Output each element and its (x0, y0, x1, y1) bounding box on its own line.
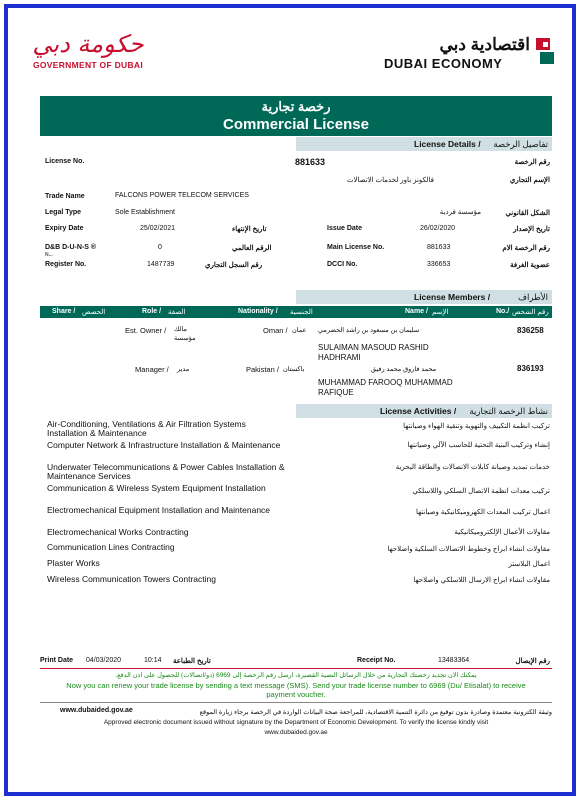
dubai-economy-logo (384, 36, 554, 71)
col-no: No./ (496, 308, 510, 315)
col-name: Name / (405, 308, 428, 315)
dcci-no-label: DCCI No. (327, 261, 358, 268)
section-title-en: License Members / (414, 292, 491, 302)
license-members-section-header (296, 290, 552, 304)
member-1-name-en-2: HADHRAMI (318, 353, 361, 362)
activity-8-en: Plaster Works (47, 558, 100, 568)
col-share-ar: الحصص (82, 309, 106, 316)
activity-7-ar: مقاولات انشاء ابراج وخطوط الاتصالات السلكية واصلاحها (387, 546, 550, 553)
member-1-no: 836258 (517, 326, 544, 335)
trade-name-value: FALCONS POWER TELECOM SERVICES (115, 192, 249, 199)
section-title-ar: الأطراف (518, 292, 548, 302)
section-title-en: License Details / (414, 139, 481, 149)
members-table-header (40, 306, 552, 318)
renew-notice-en: Now you can renew your trade license by sending a text message (SMS). Send your trade license number to 6969 (Du/ Etisalat) to receive (66, 681, 526, 690)
member-1-name-en: SULAIMAN MASOUD RASHID (318, 343, 429, 352)
print-date-label: Print Date (40, 657, 74, 664)
section-title-ar: تفاصيل الرخصة (493, 139, 548, 149)
activity-3-ar: خدمات تمديد وصيانة كابلات الاتصالات والطاقة البحرية (395, 464, 550, 471)
member-1-role-ar: مالك مؤسسة (174, 326, 196, 342)
issue-date-value: 26/02/2020 (420, 225, 456, 232)
government-of-dubai-logo (28, 30, 148, 70)
main-license-label-ar: رقم الرخصة الام (502, 245, 550, 252)
print-date-label-ar: تاريخ الطباعة (173, 658, 211, 665)
activity-9-en: Wireless Communication Towers Contracting (47, 574, 216, 584)
expiry-date-value: 25/02/2021 (140, 225, 176, 232)
trade-name-label: Trade Name (45, 193, 85, 200)
main-license-label: Main License No. (327, 244, 385, 251)
activity-4-ar: تركيب معدات انظمة الاتصال السلكي واللاسلكي (412, 488, 550, 495)
register-no-label: Register No. (45, 261, 87, 268)
legal-type-ar-value: مؤسسة فردية (439, 209, 481, 216)
register-no-value: 1487739 (147, 261, 175, 268)
print-divider (40, 668, 552, 669)
activity-6-en: Electromechanical Works Contracting (47, 527, 189, 537)
footer-verification-en: Approved electronic document issued without signature by the Department of Economic Development. To verify the license kindly visit (103, 719, 489, 726)
issue-date-label-ar: تاريخ الإصدار (513, 226, 550, 233)
title-arabic: رخصة تجارية (261, 99, 331, 114)
section-title-en: License Activities / (380, 406, 457, 416)
member-2-name-en: MUHAMMAD FAROOQ MUHAMMAD (318, 378, 453, 387)
activity-6-ar: مقاولات الأعمال الإلكتروميكانيكية (454, 529, 550, 536)
issue-date-label: Issue Date (327, 225, 363, 232)
activity-7-en: Communication Lines Contracting (47, 542, 175, 552)
activity-1-ar: تركيب انظمة التكييف والتهوية وتنقية الهواء وصيانتها (403, 423, 550, 430)
title-english: Commercial License (223, 116, 369, 133)
duns-label: D&B D-U-N-S ® (45, 244, 97, 251)
license-no-label: License No. (45, 158, 85, 165)
receipt-no-label-ar: رقم الإيصال (515, 658, 550, 665)
duns-label-ar: الرقم العالمي (232, 245, 272, 252)
activity-8-ar: اعمال البلاستر (508, 561, 550, 568)
activity-2-en: Computer Network & Infrastructure Installation & Maintenance (47, 440, 281, 450)
legal-type-label: Legal Type (45, 209, 82, 216)
member-2-no: 836193 (517, 364, 544, 373)
activity-5-ar: اعمال تركيب المعدات الكهروميكانيكية وصيانتها (415, 509, 550, 516)
receipt-no-value: 13483364 (438, 657, 470, 664)
dcci-no-label-ar: عضوية الغرفة (510, 262, 550, 269)
de-logo-arabic: اقتصادية دبي (439, 35, 530, 54)
section-title-ar: نشاط الرخصة التجارية (469, 406, 548, 416)
col-role-ar: الصفة (168, 309, 186, 316)
expiry-date-label: Expiry Date (45, 225, 84, 232)
trade-name-label-ar: الإسم التجاري (509, 177, 550, 184)
license-no-label-ar: رقم الرخصة (514, 159, 550, 166)
member-2-nationality-ar: باكستان (283, 366, 305, 373)
dubai-economy-mark-icon (534, 38, 554, 64)
col-nationality: Nationality / (238, 308, 278, 315)
legal-type-value: Sole Establishment (115, 209, 175, 216)
license-no-value: 881633 (295, 157, 326, 167)
footer-website-2[interactable]: www.dubaided.gov.ae (264, 729, 328, 736)
member-1-nationality: Oman / (263, 326, 288, 335)
renew-notice-en-2: payment voucher. (266, 690, 326, 699)
col-name-ar: الإسم (432, 309, 449, 316)
legal-type-label-ar: الشكل القانوني (505, 210, 550, 217)
footer-divider (40, 702, 552, 703)
member-2-nationality: Pakistan / (246, 365, 279, 374)
print-date-value: 04/03/2020 (86, 657, 122, 664)
col-role: Role / (142, 308, 162, 315)
member-2-name-en-2: RAFIQUE (318, 388, 354, 397)
duns-label-continued: N... (45, 252, 53, 258)
member-2-role: Manager / (135, 365, 169, 374)
dcci-no-value: 336653 (427, 261, 451, 268)
activity-1-en: Air-Conditioning, Ventilations & Air Filtration Systems Installation & Maintenance (47, 419, 246, 438)
title-band (40, 96, 552, 136)
duns-value: 0 (158, 244, 162, 251)
activity-3-en: Underwater Telecommunications & Power Cables Installation & Maintenance Services (47, 462, 285, 481)
member-1-name-ar: سليمان بن مسعود بن راشد الحضرمي (318, 327, 420, 334)
col-share: Share / (52, 308, 76, 315)
activity-4-en: Communication & Wireless System Equipment Installation (47, 483, 266, 493)
member-1-nationality-ar: عمان (292, 327, 307, 334)
license-details-section-header (296, 137, 552, 151)
print-time-value: 10:14 (144, 657, 162, 664)
gov-logo-arabic: حكومة دبي (32, 30, 144, 58)
activity-9-ar: مقاولات انشاء ابراج الارسال اللاسلكي واصلاحها (413, 577, 550, 584)
member-1-role: Est. Owner / (125, 326, 167, 335)
col-nationality-ar: الجنسية (290, 309, 313, 316)
de-logo-english: DUBAI ECONOMY (384, 56, 503, 71)
member-2-role-ar: مدير (177, 366, 190, 373)
activity-5-en: Electromechanical Equipment Installation and Maintenance (47, 505, 271, 515)
main-license-value: 881633 (427, 244, 451, 251)
license-activities-section-header (296, 404, 552, 418)
trade-name-ar-value: فالكونز باور لخدمات الاتصالات (346, 177, 434, 184)
col-no-ar: رقم الشخص (512, 309, 549, 316)
gov-logo-english: GOVERNMENT OF DUBAI (32, 60, 144, 70)
member-2-name-ar: محمد فاروق محمد رفيق (371, 366, 437, 373)
activity-2-ar: إنشاء وتركيب البنية التحتية للحاسب الآلي وصيانتها (407, 442, 550, 449)
register-no-label-ar: رقم السجل التجاري (205, 262, 263, 269)
footer-verification-ar: وثيقة الكترونية معتمدة وصادرة بدون توقيع من دائرة التنمية الاقتصادية، للمراجعة صحة البيانات الواردة في الرخصة برجاء زيارة الموقع (199, 709, 552, 716)
receipt-no-label: Receipt No. (357, 657, 396, 664)
renew-notice-ar: يمكنك الان تجديد رخصتك التجارية من خلال الرسائل النصية القصيرة، ارسل رقم الرخصة إلى 6969 (دو/اتصالات) للحصول على اذن الدفع. (115, 672, 477, 679)
footer-website[interactable]: www.dubaided.gov.ae (60, 707, 133, 714)
expiry-date-label-ar: تاريخ الإنتهاء (232, 226, 267, 233)
